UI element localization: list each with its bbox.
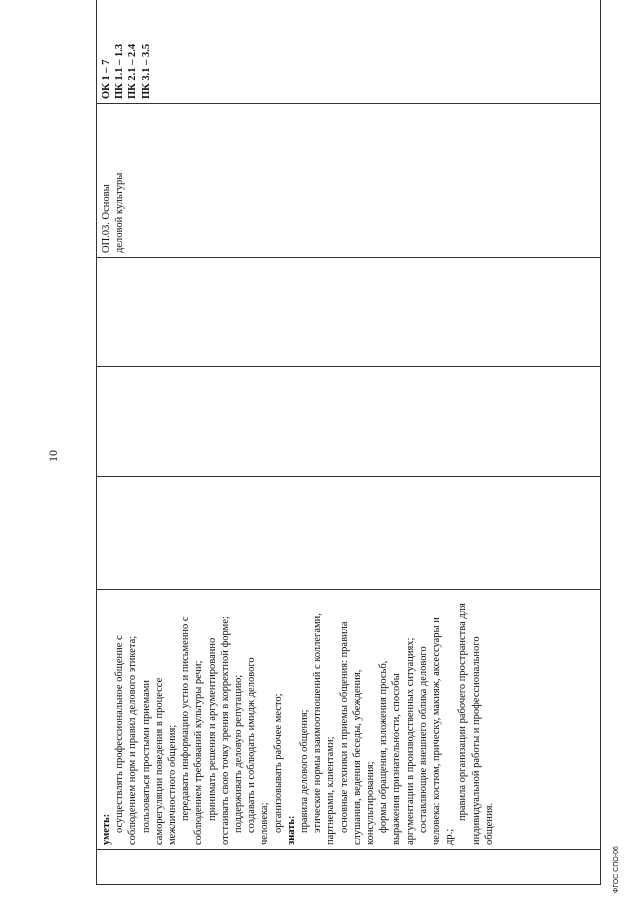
content-line: человека; xyxy=(259,802,271,845)
content-cell xyxy=(97,590,601,850)
content-line: этические нормы взаимоотношений с коллегами, xyxy=(312,613,324,833)
content-line: уметь: xyxy=(101,813,112,845)
footer-code: ФГОС СПО-06 xyxy=(613,846,620,893)
content-line: общения. xyxy=(483,802,495,845)
competency-code: ПК 2.1 – 2.4 xyxy=(127,43,139,99)
content-line: партнерами, клиентами; xyxy=(325,736,337,845)
competency-code: ОК 1 – 7 xyxy=(101,59,112,99)
content-line: соблюдением требований культуры речи; xyxy=(193,660,205,845)
discipline-line: ОП.03. Основы xyxy=(101,184,112,253)
content-line: др.; xyxy=(444,828,456,845)
hours-class-cell xyxy=(97,367,601,477)
content-line: слушания, ведения беседы, убеждения, xyxy=(351,669,363,845)
hours-max-cell xyxy=(97,477,601,590)
content-line: передавать информацию устно и письменно с xyxy=(180,616,192,821)
competency-code: ПК 3.1 – 3.5 xyxy=(140,43,152,99)
content-line: составляющие внешнего облика делового xyxy=(417,646,429,833)
standards-table xyxy=(96,0,601,885)
discipline-cell xyxy=(97,104,601,258)
competencies-cell xyxy=(97,0,601,104)
content-line: принимать решения и аргументированно xyxy=(206,637,218,821)
content-line: основные техники и приемы общения: правила xyxy=(338,621,350,833)
content-line: поддерживать деловую репутацию; xyxy=(233,674,245,833)
content-line: соблюдением норм и правил делового этикета; xyxy=(127,635,139,845)
page-number: 10 xyxy=(46,450,60,462)
content-line: саморегуляции поведения в процессе xyxy=(153,677,165,845)
index-cell xyxy=(97,850,601,885)
table-row xyxy=(97,0,601,885)
content-line: организовывать рабочее место; xyxy=(272,693,284,833)
content-line: человека: костюм, прическу, макияж, аксессуары и xyxy=(431,617,443,845)
competency-code: ПК 1.1 – 1.3 xyxy=(114,43,126,99)
content-line: межличностного общения; xyxy=(167,724,179,845)
discipline-line: деловой культуры xyxy=(114,172,126,253)
empty-cell xyxy=(97,258,601,367)
content-line: создавать и соблюдать имидж делового xyxy=(246,657,258,833)
content-line: правила делового общения; xyxy=(299,709,311,833)
content-line: знать: xyxy=(285,815,297,845)
content-line: индивидуальной работы и профессионального xyxy=(470,636,482,845)
content-line: отстаивать свою точку зрения в корректной форме; xyxy=(219,616,231,845)
content-line: осуществлять профессиональное общение с xyxy=(114,635,126,833)
content-line: правила организации рабочего пространства для xyxy=(457,603,469,821)
content-line: выражения признательности, способы xyxy=(391,673,403,845)
content-line: аргументации в производственных ситуациях; xyxy=(404,637,416,845)
content-line: консультирования; xyxy=(365,761,377,845)
content-line: формы обращения, изложения просьб, xyxy=(378,660,390,833)
content-line: пользоваться простыми приемами xyxy=(140,679,152,833)
